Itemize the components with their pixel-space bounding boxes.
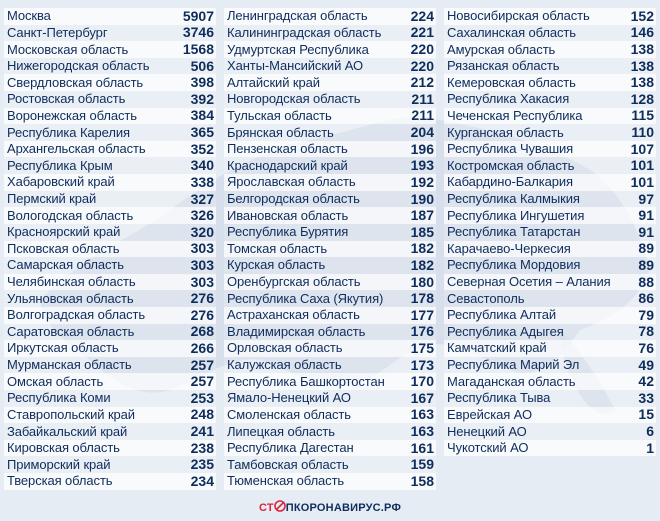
case-count: 211 — [411, 107, 434, 124]
case-count: 320 — [190, 223, 214, 240]
region-row — [224, 340, 436, 357]
case-count: 384 — [190, 107, 214, 124]
region-row — [444, 407, 656, 424]
region-name: Чукотский АО — [447, 440, 529, 456]
footer-brand — [0, 500, 660, 520]
region-row — [4, 25, 216, 42]
region-row — [4, 108, 216, 125]
regions-table — [0, 8, 656, 490]
case-count: 1 — [646, 439, 654, 456]
region-name: Республика Чувашия — [447, 141, 574, 157]
region-row — [4, 157, 216, 174]
region-row — [224, 257, 436, 274]
region-name: Мурманская область — [7, 357, 132, 373]
case-count: 161 — [410, 439, 434, 456]
case-count: 196 — [410, 140, 434, 157]
case-count: 76 — [638, 340, 654, 356]
region-name: Амурская область — [447, 41, 556, 57]
region-row — [4, 124, 216, 141]
region-row — [444, 257, 656, 274]
case-count: 365 — [190, 124, 214, 141]
region-row — [4, 473, 216, 490]
region-name: Ульяновская область — [7, 290, 134, 306]
case-count: 220 — [410, 41, 434, 58]
region-name: Санкт-Петербург — [7, 24, 108, 40]
region-name: Приморский край — [7, 456, 111, 472]
region-name: Республика Адыгея — [447, 323, 564, 339]
case-count: 266 — [190, 340, 214, 356]
region-name: Магаданская область — [447, 373, 576, 389]
case-count: 398 — [190, 74, 214, 91]
region-name: Москва — [7, 8, 51, 24]
region-row — [444, 357, 656, 374]
region-name: Севастополь — [447, 290, 525, 306]
region-name: Смоленская область — [227, 406, 351, 422]
region-row — [224, 174, 436, 191]
region-row — [224, 207, 436, 224]
region-row — [444, 74, 656, 91]
case-count: 276 — [190, 290, 214, 307]
case-count: 138 — [630, 41, 654, 58]
case-count: 107 — [630, 140, 654, 157]
case-count: 101 — [630, 173, 654, 190]
region-name: Сахалинская область — [447, 24, 576, 40]
region-row — [4, 390, 216, 407]
case-count: 268 — [190, 323, 214, 340]
region-name: Республика Крым — [7, 157, 113, 173]
case-count: 79 — [638, 306, 654, 323]
region-name: Удмуртская Республика — [227, 41, 369, 57]
region-row — [444, 141, 656, 158]
column-2 — [224, 8, 436, 490]
region-name: Воронежская область — [7, 107, 137, 123]
region-name: Курская область — [227, 257, 326, 273]
region-row — [224, 373, 436, 390]
region-row — [224, 74, 436, 91]
region-row — [444, 25, 656, 42]
region-row — [4, 8, 216, 25]
region-name: Новосибирская область — [447, 8, 590, 24]
region-row — [224, 141, 436, 158]
region-name: Кемеровская область — [447, 74, 576, 90]
footer-text-part2: ПКОРОНАВИРУС.РФ — [285, 502, 402, 514]
case-count: 392 — [190, 90, 214, 107]
region-name: Калининградская область — [227, 24, 382, 40]
region-name: Республика Калмыкия — [447, 191, 580, 206]
region-name: Брянская область — [227, 124, 334, 140]
case-count: 15 — [638, 406, 654, 423]
case-count: 158 — [410, 472, 434, 489]
region-name: Краснодарский край — [227, 157, 348, 173]
region-row — [4, 340, 216, 357]
region-row — [4, 407, 216, 424]
region-row — [444, 108, 656, 125]
region-name: Владимирская область — [227, 323, 366, 339]
region-name: Ленинградская область — [227, 8, 368, 24]
region-row — [224, 41, 436, 58]
region-name: Ярославская область — [227, 174, 356, 190]
case-count: 182 — [410, 256, 434, 273]
case-count: 238 — [190, 439, 214, 456]
column-1 — [4, 8, 216, 490]
region-row — [4, 423, 216, 440]
region-row — [224, 456, 436, 473]
case-count: 257 — [190, 356, 214, 373]
region-row — [4, 274, 216, 291]
region-row — [224, 307, 436, 324]
column-3 — [444, 8, 656, 490]
case-count: 182 — [410, 240, 434, 257]
region-name: Тюменская область — [227, 473, 345, 489]
case-count: 190 — [410, 190, 434, 207]
region-row — [4, 74, 216, 91]
region-row — [444, 274, 656, 291]
region-name: Республика Алтай — [447, 307, 556, 323]
region-row — [224, 224, 436, 241]
region-name: Красноярский край — [7, 224, 121, 240]
region-name: Саратовская область — [7, 323, 135, 339]
region-row — [224, 423, 436, 440]
region-row — [4, 324, 216, 341]
case-count: 86 — [638, 290, 654, 307]
region-row — [224, 25, 436, 42]
case-count: 224 — [410, 7, 434, 24]
region-name: Хабаровский край — [7, 174, 115, 190]
region-row — [4, 191, 216, 208]
region-name: Республика Саха (Якутия) — [227, 290, 384, 306]
region-name: Республика Башкортостан — [227, 373, 385, 389]
region-name: Республика Мордовия — [447, 257, 581, 273]
region-name: Чеченская Республика — [447, 107, 583, 123]
region-row — [444, 423, 656, 440]
region-row — [4, 357, 216, 374]
region-name: Вологодская область — [7, 207, 134, 223]
region-row — [224, 324, 436, 341]
region-name: Псковская область — [7, 240, 120, 256]
region-row — [444, 191, 656, 208]
region-row — [224, 157, 436, 174]
region-name: Томская область — [227, 240, 328, 256]
region-row — [4, 456, 216, 473]
region-name: Иркутская область — [7, 340, 119, 356]
region-name: Калужская область — [227, 357, 342, 373]
region-row — [444, 224, 656, 241]
region-name: Ямало-Ненецкий АО — [227, 390, 351, 406]
region-name: Ханты-Мансийский АО — [227, 58, 364, 74]
region-row — [444, 174, 656, 191]
region-name: Камчатский край — [447, 340, 547, 356]
case-count: 101 — [630, 157, 654, 174]
region-name: Пензенская область — [227, 141, 348, 157]
region-name: Забайкальский край — [7, 423, 128, 439]
region-name: Омская область — [7, 373, 104, 389]
case-count: 248 — [190, 406, 214, 423]
case-count: 177 — [410, 306, 434, 323]
case-count: 192 — [410, 173, 434, 190]
region-row — [4, 241, 216, 258]
region-name: Ростовская область — [7, 91, 126, 107]
region-name: Белгородская область — [227, 191, 360, 206]
case-count: 327 — [190, 190, 214, 207]
region-row — [444, 91, 656, 108]
region-row — [224, 357, 436, 374]
region-name: Республика Хакасия — [447, 91, 570, 107]
case-count: 187 — [410, 207, 434, 224]
case-count: 175 — [410, 340, 434, 356]
region-name: Свердловская область — [7, 74, 144, 90]
region-row — [4, 307, 216, 324]
case-count: 3746 — [182, 24, 214, 41]
region-name: Пермский край — [7, 191, 97, 206]
region-row — [224, 390, 436, 407]
region-name: Северная Осетия – Алания — [447, 274, 611, 290]
region-row — [224, 91, 436, 108]
case-count: 163 — [410, 423, 434, 440]
region-row — [224, 290, 436, 307]
region-row — [224, 440, 436, 457]
region-row — [4, 440, 216, 457]
region-row — [444, 290, 656, 307]
region-name: Республика Карелия — [7, 124, 130, 140]
case-count: 340 — [190, 157, 214, 174]
region-name: Костромская область — [447, 157, 575, 173]
case-count: 204 — [410, 124, 434, 141]
case-count: 110 — [631, 124, 654, 141]
region-row — [4, 141, 216, 158]
region-row — [444, 58, 656, 75]
case-count: 211 — [411, 90, 434, 107]
case-count: 91 — [638, 207, 654, 224]
region-row — [4, 41, 216, 58]
case-count: 185 — [410, 223, 434, 240]
case-count: 241 — [190, 423, 214, 440]
case-count: 253 — [190, 389, 214, 406]
region-row — [224, 473, 436, 490]
region-row — [444, 340, 656, 357]
case-count: 221 — [410, 24, 434, 41]
case-count: 170 — [410, 373, 434, 390]
region-row — [4, 207, 216, 224]
region-name: Республика Марий Эл — [447, 357, 580, 373]
case-count: 89 — [638, 240, 654, 257]
region-row — [224, 274, 436, 291]
case-count: 276 — [190, 306, 214, 323]
case-count: 303 — [190, 256, 214, 273]
region-name: Тамбовская область — [227, 456, 349, 472]
region-row — [224, 241, 436, 258]
region-name: Волгоградская область — [7, 307, 146, 323]
case-count: 257 — [190, 373, 214, 390]
region-row — [444, 241, 656, 258]
case-count: 128 — [630, 90, 654, 107]
region-row — [4, 373, 216, 390]
case-count: 326 — [190, 207, 214, 224]
region-name: Республика Коми — [7, 390, 111, 406]
region-name: Ставропольский край — [7, 406, 135, 422]
region-name: Еврейская АО — [447, 406, 532, 422]
case-count: 338 — [190, 173, 214, 190]
region-name: Челябинская область — [7, 274, 136, 290]
region-row — [224, 58, 436, 75]
region-row — [444, 440, 656, 457]
region-row — [444, 307, 656, 324]
region-name: Республика Бурятия — [227, 224, 349, 240]
case-count: 303 — [190, 240, 214, 257]
region-row — [444, 373, 656, 390]
case-count: 352 — [190, 140, 214, 157]
case-count: 89 — [638, 256, 654, 273]
case-count: 138 — [630, 57, 654, 74]
case-count: 49 — [638, 356, 654, 373]
region-name: Карачаево-Черкесия — [447, 240, 571, 256]
region-row — [444, 8, 656, 25]
region-row — [444, 41, 656, 58]
region-name: Тверская область — [7, 473, 113, 489]
region-row — [4, 58, 216, 75]
case-count: 1568 — [182, 41, 214, 58]
case-count: 193 — [410, 157, 434, 174]
case-count: 212 — [410, 74, 434, 91]
region-name: Ивановская область — [227, 207, 349, 223]
case-count: 42 — [638, 373, 654, 390]
region-row — [4, 224, 216, 241]
case-count: 146 — [630, 24, 654, 41]
case-count: 506 — [190, 57, 214, 74]
region-row — [4, 91, 216, 108]
region-name: Тульская область — [227, 107, 332, 123]
no-virus-icon — [274, 500, 286, 512]
region-row — [444, 207, 656, 224]
region-name: Рязанская область — [447, 58, 560, 74]
region-name: Орловская область — [227, 340, 343, 356]
case-count: 173 — [410, 356, 434, 373]
region-name: Курганская область — [447, 124, 564, 140]
region-row — [224, 407, 436, 424]
case-count: 33 — [638, 389, 654, 406]
case-count: 159 — [410, 456, 434, 473]
region-row — [4, 257, 216, 274]
case-count: 303 — [190, 273, 214, 290]
case-count: 88 — [638, 273, 654, 290]
region-name: Липецкая область — [227, 423, 335, 439]
region-name: Архангельская область — [7, 141, 146, 157]
region-name: Республика Дагестан — [227, 440, 354, 456]
region-row — [4, 174, 216, 191]
region-name: Оренбургская область — [227, 274, 361, 290]
region-name: Республика Тыва — [447, 390, 551, 406]
region-row — [224, 108, 436, 125]
region-row — [444, 157, 656, 174]
region-name: Республика Ингушетия — [447, 207, 585, 223]
region-row — [4, 290, 216, 307]
case-count: 91 — [638, 223, 654, 240]
case-count: 78 — [638, 323, 654, 340]
region-row — [444, 324, 656, 341]
region-name: Кировская область — [7, 440, 120, 456]
case-count: 115 — [631, 107, 654, 124]
case-count: 176 — [410, 323, 434, 340]
case-count: 6 — [646, 423, 654, 440]
case-count: 180 — [410, 273, 434, 290]
region-name: Нижегородская область — [7, 58, 150, 74]
region-row — [444, 390, 656, 407]
region-name: Ненецкий АО — [447, 423, 527, 439]
region-row — [444, 124, 656, 141]
region-name: Республика Татарстан — [447, 224, 581, 240]
case-count: 178 — [410, 290, 434, 307]
case-count: 138 — [630, 74, 654, 91]
case-count: 152 — [630, 7, 654, 24]
region-name: Новгородская область — [227, 91, 361, 107]
footer-text-part1: СТ — [258, 502, 274, 514]
region-name: Алтайский край — [227, 74, 320, 90]
case-count: 167 — [410, 389, 434, 406]
region-row — [224, 191, 436, 208]
case-count: 5907 — [182, 7, 214, 24]
region-name: Самарская область — [7, 257, 124, 273]
case-count: 163 — [410, 406, 434, 423]
case-count: 220 — [410, 57, 434, 74]
case-count: 234 — [190, 472, 214, 489]
region-name: Московская область — [7, 41, 129, 57]
region-row — [224, 8, 436, 25]
region-name: Астраханская область — [227, 307, 360, 323]
case-count: 235 — [190, 456, 214, 473]
region-row — [224, 124, 436, 141]
region-name: Кабардино-Балкария — [447, 174, 573, 190]
case-count: 97 — [638, 190, 654, 207]
